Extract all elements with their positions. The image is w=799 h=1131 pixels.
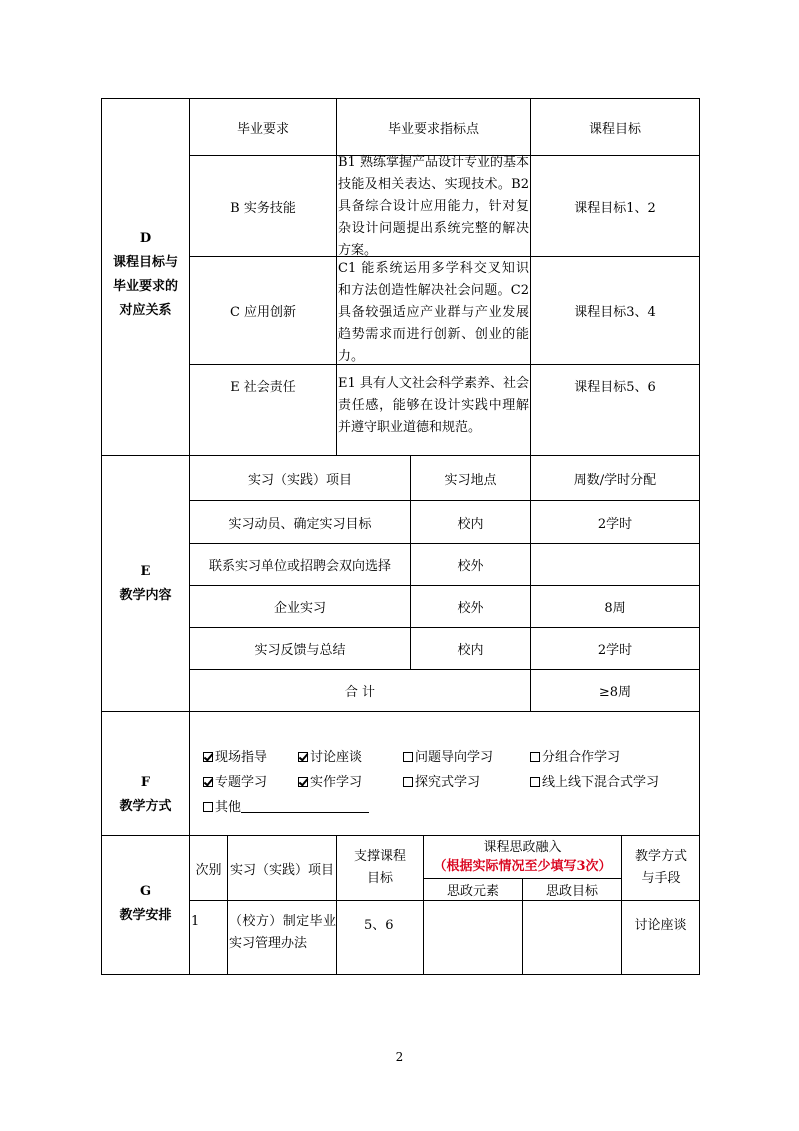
f-option-8[interactable]: 线上线下混合式学习 xyxy=(530,771,659,790)
g-header-ideo-goal: 思政目标 xyxy=(545,884,598,899)
section-d-title-line3: 对应关系 xyxy=(119,303,172,318)
d-row3-points: E1 具有人文社会科学素养、社会责任感，能够在设计实践中理解并遵守职业道德和规范。 xyxy=(338,376,529,435)
d-header-course-goal: 课程目标 xyxy=(588,121,641,137)
e-row1-item: 实习动员、确定实习目标 xyxy=(228,516,372,532)
d-row2-goal: 课程目标3、4 xyxy=(574,305,656,320)
e-row2-item: 联系实习单位或招聘会双向选择 xyxy=(208,559,391,574)
section-g-label xyxy=(102,876,189,932)
d-header-requirement: 毕业要求 xyxy=(236,121,289,137)
page-number: 2 xyxy=(395,1050,404,1064)
section-f-label xyxy=(102,767,189,823)
d-row2-points: C1 能系统运用多学科交叉知识和方法创造性解决社会问题。C2 具备较强适应产业群与产业发展趋势需求而进行创新、创业的能力。 xyxy=(338,261,529,364)
checkbox-empty-icon xyxy=(530,752,540,762)
e-row2-time xyxy=(531,544,699,585)
section-g-title: 教学安排 xyxy=(119,908,172,923)
f-option-3[interactable]: 问题导向学习 xyxy=(403,746,493,765)
f-option-6[interactable]: 实作学习 xyxy=(298,771,362,790)
section-e-title: 教学内容 xyxy=(119,588,172,603)
f-option-7[interactable]: 探究式学习 xyxy=(403,771,480,790)
f-option-5[interactable]: 专题学习 xyxy=(203,771,267,790)
f-option-other[interactable]: 其他 xyxy=(203,796,369,815)
f-option-2[interactable]: 讨论座谈 xyxy=(298,746,362,765)
f-option-1[interactable]: 现场指导 xyxy=(203,746,267,765)
e-row3-time: 8周 xyxy=(604,601,626,616)
e-row2-place: 校外 xyxy=(457,559,484,574)
section-e-letter: E xyxy=(140,564,151,579)
section-d-label xyxy=(102,230,189,320)
e-row1-place: 校内 xyxy=(457,516,484,532)
checkbox-checked-icon xyxy=(298,777,308,787)
e-row4-place: 校内 xyxy=(457,643,484,658)
d-row2-requirement: C 应用创新 xyxy=(229,305,297,320)
g-header-elements: 思政元素 xyxy=(446,884,499,899)
section-d-title-line1: 课程目标与 xyxy=(112,255,178,270)
checkbox-checked-icon xyxy=(203,752,213,762)
e-header-place: 实习地点 xyxy=(444,472,497,488)
checkbox-checked-icon xyxy=(203,777,213,787)
d-row1-points: B1 熟练掌握产品设计专业的基本技能及相关表达、实现技术。B2 具备综合设计应用能力，针对复杂设计问题提出系统完整的解决方案。 xyxy=(338,155,529,258)
e-total-label: 合 计 xyxy=(344,685,376,700)
section-g-letter: G xyxy=(139,884,152,899)
e-row1-time: 2学时 xyxy=(597,516,633,532)
g-row1-method: 讨论座谈 xyxy=(634,918,687,933)
section-f-title: 教学方式 xyxy=(119,799,172,814)
e-row4-time: 2学时 xyxy=(597,643,633,658)
d-row3-goal: 课程目标5、6 xyxy=(574,380,656,395)
g-header-ideology-title: 课程思政融入 xyxy=(483,840,562,855)
e-header-time: 周数/学时分配 xyxy=(573,472,657,488)
checkbox-empty-icon xyxy=(203,802,213,812)
section-d-title-line2: 毕业要求的 xyxy=(112,279,178,294)
g-header-index: 次别 xyxy=(195,862,222,878)
g-row1-support: 5、6 xyxy=(364,918,394,933)
f-option-4[interactable]: 分组合作学习 xyxy=(530,746,620,765)
e-row3-item: 企业实习 xyxy=(273,601,326,616)
e-row4-item: 实习反馈与总结 xyxy=(254,643,346,658)
e-total-value: ≥8周 xyxy=(598,685,632,700)
g-row1-index: 1 xyxy=(191,914,200,929)
checkbox-empty-icon xyxy=(403,752,413,762)
g-header-support: 支撑课程目标 xyxy=(353,849,406,886)
d-row1-requirement: B 实务技能 xyxy=(230,200,296,216)
section-d-letter: D xyxy=(139,231,152,246)
other-blank-field[interactable] xyxy=(241,800,369,813)
checkbox-checked-icon xyxy=(298,752,308,762)
checkbox-empty-icon xyxy=(403,777,413,787)
e-row3-place: 校外 xyxy=(457,601,484,616)
checkbox-empty-icon xyxy=(530,777,540,787)
g-row1-item: （校方）制定毕业实习管理办法 xyxy=(229,914,336,951)
d-row3-requirement: E 社会责任 xyxy=(230,380,296,395)
section-f-letter: F xyxy=(140,775,151,790)
g-header-ideology-note: （根据实际情况至少填写3次） xyxy=(433,859,612,874)
e-header-item: 实习（实践）项目 xyxy=(247,472,352,488)
g-header-method: 教学方式与手段 xyxy=(634,849,687,886)
g-header-item: 实习（实践）项目 xyxy=(229,862,334,878)
d-header-indicator: 毕业要求指标点 xyxy=(387,121,479,137)
d-row1-goal: 课程目标1、2 xyxy=(574,200,656,216)
g-header-ideology xyxy=(424,838,621,876)
section-e-label xyxy=(102,556,189,612)
